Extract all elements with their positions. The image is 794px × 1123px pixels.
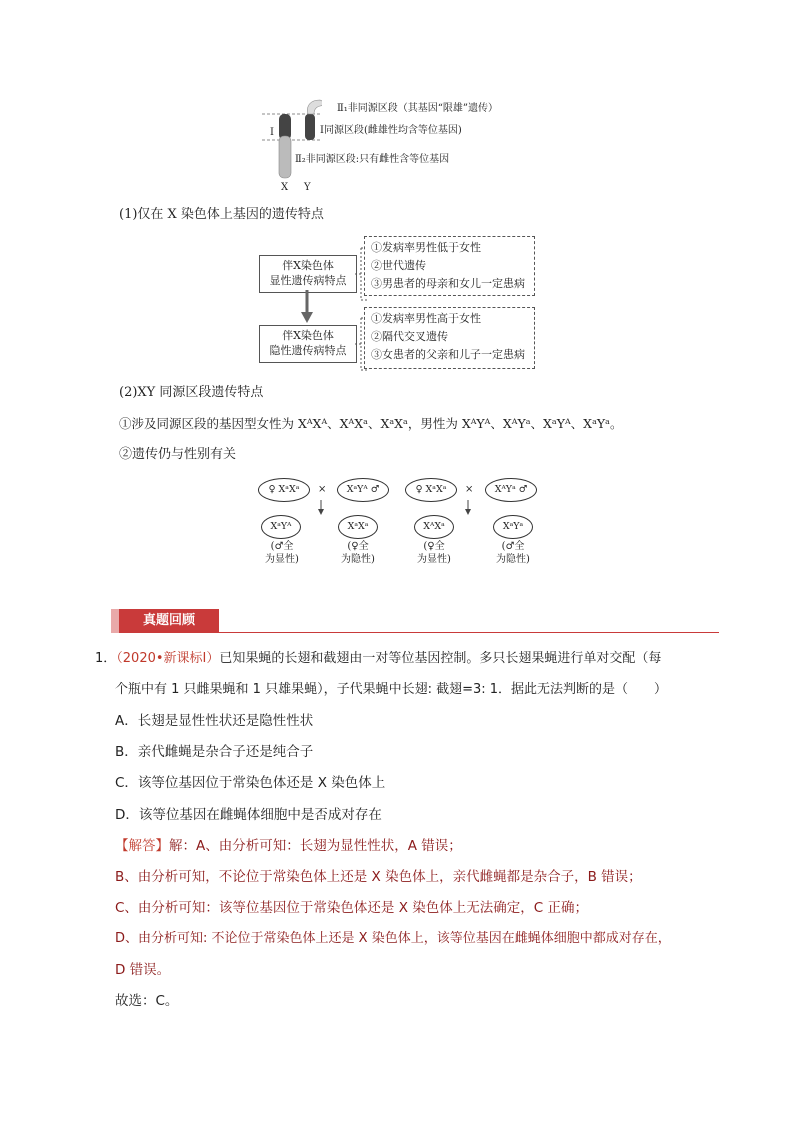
xy-chromosome-figure xyxy=(262,96,322,196)
option-d: D．该等位基因在雌蝇体细胞中是否成对存在 xyxy=(115,807,382,823)
question-stem-2: 个瓶中有 1 只雌果蝇和 1 只雄果蝇），子代果蝇中长翅: 截翅=3: 1．据此无法判断的是（ ） xyxy=(115,682,668,697)
dominant-box xyxy=(259,255,357,293)
recessive-point-1: ①发病率男性高于女性 xyxy=(371,312,481,325)
answer-line-1 xyxy=(115,836,462,856)
times-1: × xyxy=(318,484,327,495)
offspring-3-note-line1: (♀全 xyxy=(423,541,445,552)
offspring-1: XᵃYᴬ xyxy=(261,515,301,539)
answer-line-3: C、由分析可知：该等位基因位于常染色体还是 X 染色体上无法确定，C 正确； xyxy=(115,900,588,916)
dominant-points-box xyxy=(364,236,535,296)
offspring-3-note-line2: 为显性) xyxy=(417,554,451,565)
section1-heading: (1)仅在 X 染色体上基因的遗传特点 xyxy=(119,207,324,222)
parent2-female: ♀ XᵃXᵃ xyxy=(405,478,457,502)
offspring-2: XᵃXᵃ xyxy=(338,515,378,539)
question-source: （2020•新课标Ⅰ） xyxy=(116,651,220,666)
question-line1 xyxy=(95,649,661,669)
down-arrow-icon xyxy=(300,290,314,324)
offspring-2-note xyxy=(334,540,382,566)
answer-line-4: D、由分析可知: 不论位于常染色体上还是 X 染色体上，该等位基因在雌蝇体细胞中都成对存在， xyxy=(115,931,671,946)
offspring-4-note xyxy=(489,540,537,566)
banner-bg xyxy=(119,609,219,633)
answer-line-6: 故选：C。 xyxy=(115,993,179,1009)
dominant-point-3: ③男患者的母亲和女儿一定患病 xyxy=(371,277,525,290)
offspring-3: XᴬXᵃ xyxy=(414,515,454,539)
offspring-2-note-line1: (♀全 xyxy=(347,541,369,552)
recessive-box xyxy=(259,325,357,363)
parent2-male: XᴬYᵃ ♂ xyxy=(485,478,537,502)
answer-line-5: D 错误。 xyxy=(115,962,171,978)
dominant-point-1: ①发病率男性低于女性 xyxy=(371,241,481,254)
cross-arrow-1-icon xyxy=(316,500,326,516)
offspring-4: XᵃYᵃ xyxy=(493,515,533,539)
section2-point1: ①涉及同源区段的基因型女性为 XᴬXᴬ、XᴬXᵃ、XᵃXᵃ，男性为 XᴬYᴬ、XᴬYᵃ、XᵃYᴬ、XᵃYᵃ。 xyxy=(119,416,623,431)
question-number: 1． xyxy=(95,651,117,666)
region-ii1-label: Ⅱ₁非同源区段（其基因“限雄”遗传） xyxy=(337,103,499,114)
offspring-2-note-line2: 为隐性) xyxy=(341,554,375,565)
banner-accent xyxy=(111,609,119,633)
option-a: A．长翅是显性性状还是隐性性状 xyxy=(115,713,314,729)
recessive-box-line2: 隐性遗传病特点 xyxy=(269,344,347,357)
offspring-1-note xyxy=(258,540,306,566)
times-2: × xyxy=(465,484,474,495)
offspring-1-note-line2: 为显性) xyxy=(265,554,299,565)
banner-rule xyxy=(219,632,719,633)
parent1-male: XᵃYᴬ ♂ xyxy=(337,478,389,502)
cross-arrow-2-icon xyxy=(463,500,473,516)
recessive-point-3: ③女患者的父亲和儿子一定患病 xyxy=(371,348,525,361)
dominant-box-line1: 伴X染色体 xyxy=(282,259,334,272)
recessive-points-box xyxy=(364,307,535,369)
banner-title: 真题回顾 xyxy=(142,613,195,628)
recessive-box-line1: 伴X染色体 xyxy=(282,329,334,342)
dominant-box-line2: 显性遗传病特点 xyxy=(269,274,347,287)
x-label: X xyxy=(281,182,289,193)
parent1-female: ♀ XᵃXᵃ xyxy=(258,478,310,502)
offspring-3-note xyxy=(410,540,458,566)
section2-heading: (2)XY 同源区段遗传特点 xyxy=(119,385,264,400)
recessive-point-2: ②隔代交叉遗传 xyxy=(371,330,448,343)
roman-i-label: Ⅰ xyxy=(270,127,274,138)
answer-line-2: B、由分析可知，不论位于常染色体上还是 X 染色体上，亲代雌蝇都是杂合子，B 错误； xyxy=(115,869,642,885)
question-stem-1: 已知果蝇的长翅和截翅由一对等位基因控制。多只长翅果蝇进行单对交配（每 xyxy=(219,651,662,666)
option-b: B．亲代雌蝇是杂合子还是纯合子 xyxy=(115,744,314,760)
region-i-label: Ⅰ同源区段(雌雄性均含等位基因) xyxy=(320,125,462,136)
offspring-4-note-line2: 为隐性) xyxy=(496,554,530,565)
dominant-point-2: ②世代遗传 xyxy=(371,259,426,272)
section2-point2: ②遗传仍与性别有关 xyxy=(119,447,237,462)
answer-text-1: 解：A、由分析可知：长翅为显性性状，A 错误； xyxy=(169,838,462,854)
offspring-1-note-line1: (♂全 xyxy=(270,541,294,552)
answer-tag: 【解答】 xyxy=(115,838,169,854)
y-label: Y xyxy=(304,182,311,193)
offspring-4-note-line1: (♂全 xyxy=(501,541,525,552)
region-ii2-label: Ⅱ₂非同源区段:只有雌性含等位基因 xyxy=(295,154,450,165)
option-c: C．该等位基因位于常染色体还是 X 染色体上 xyxy=(115,775,386,791)
